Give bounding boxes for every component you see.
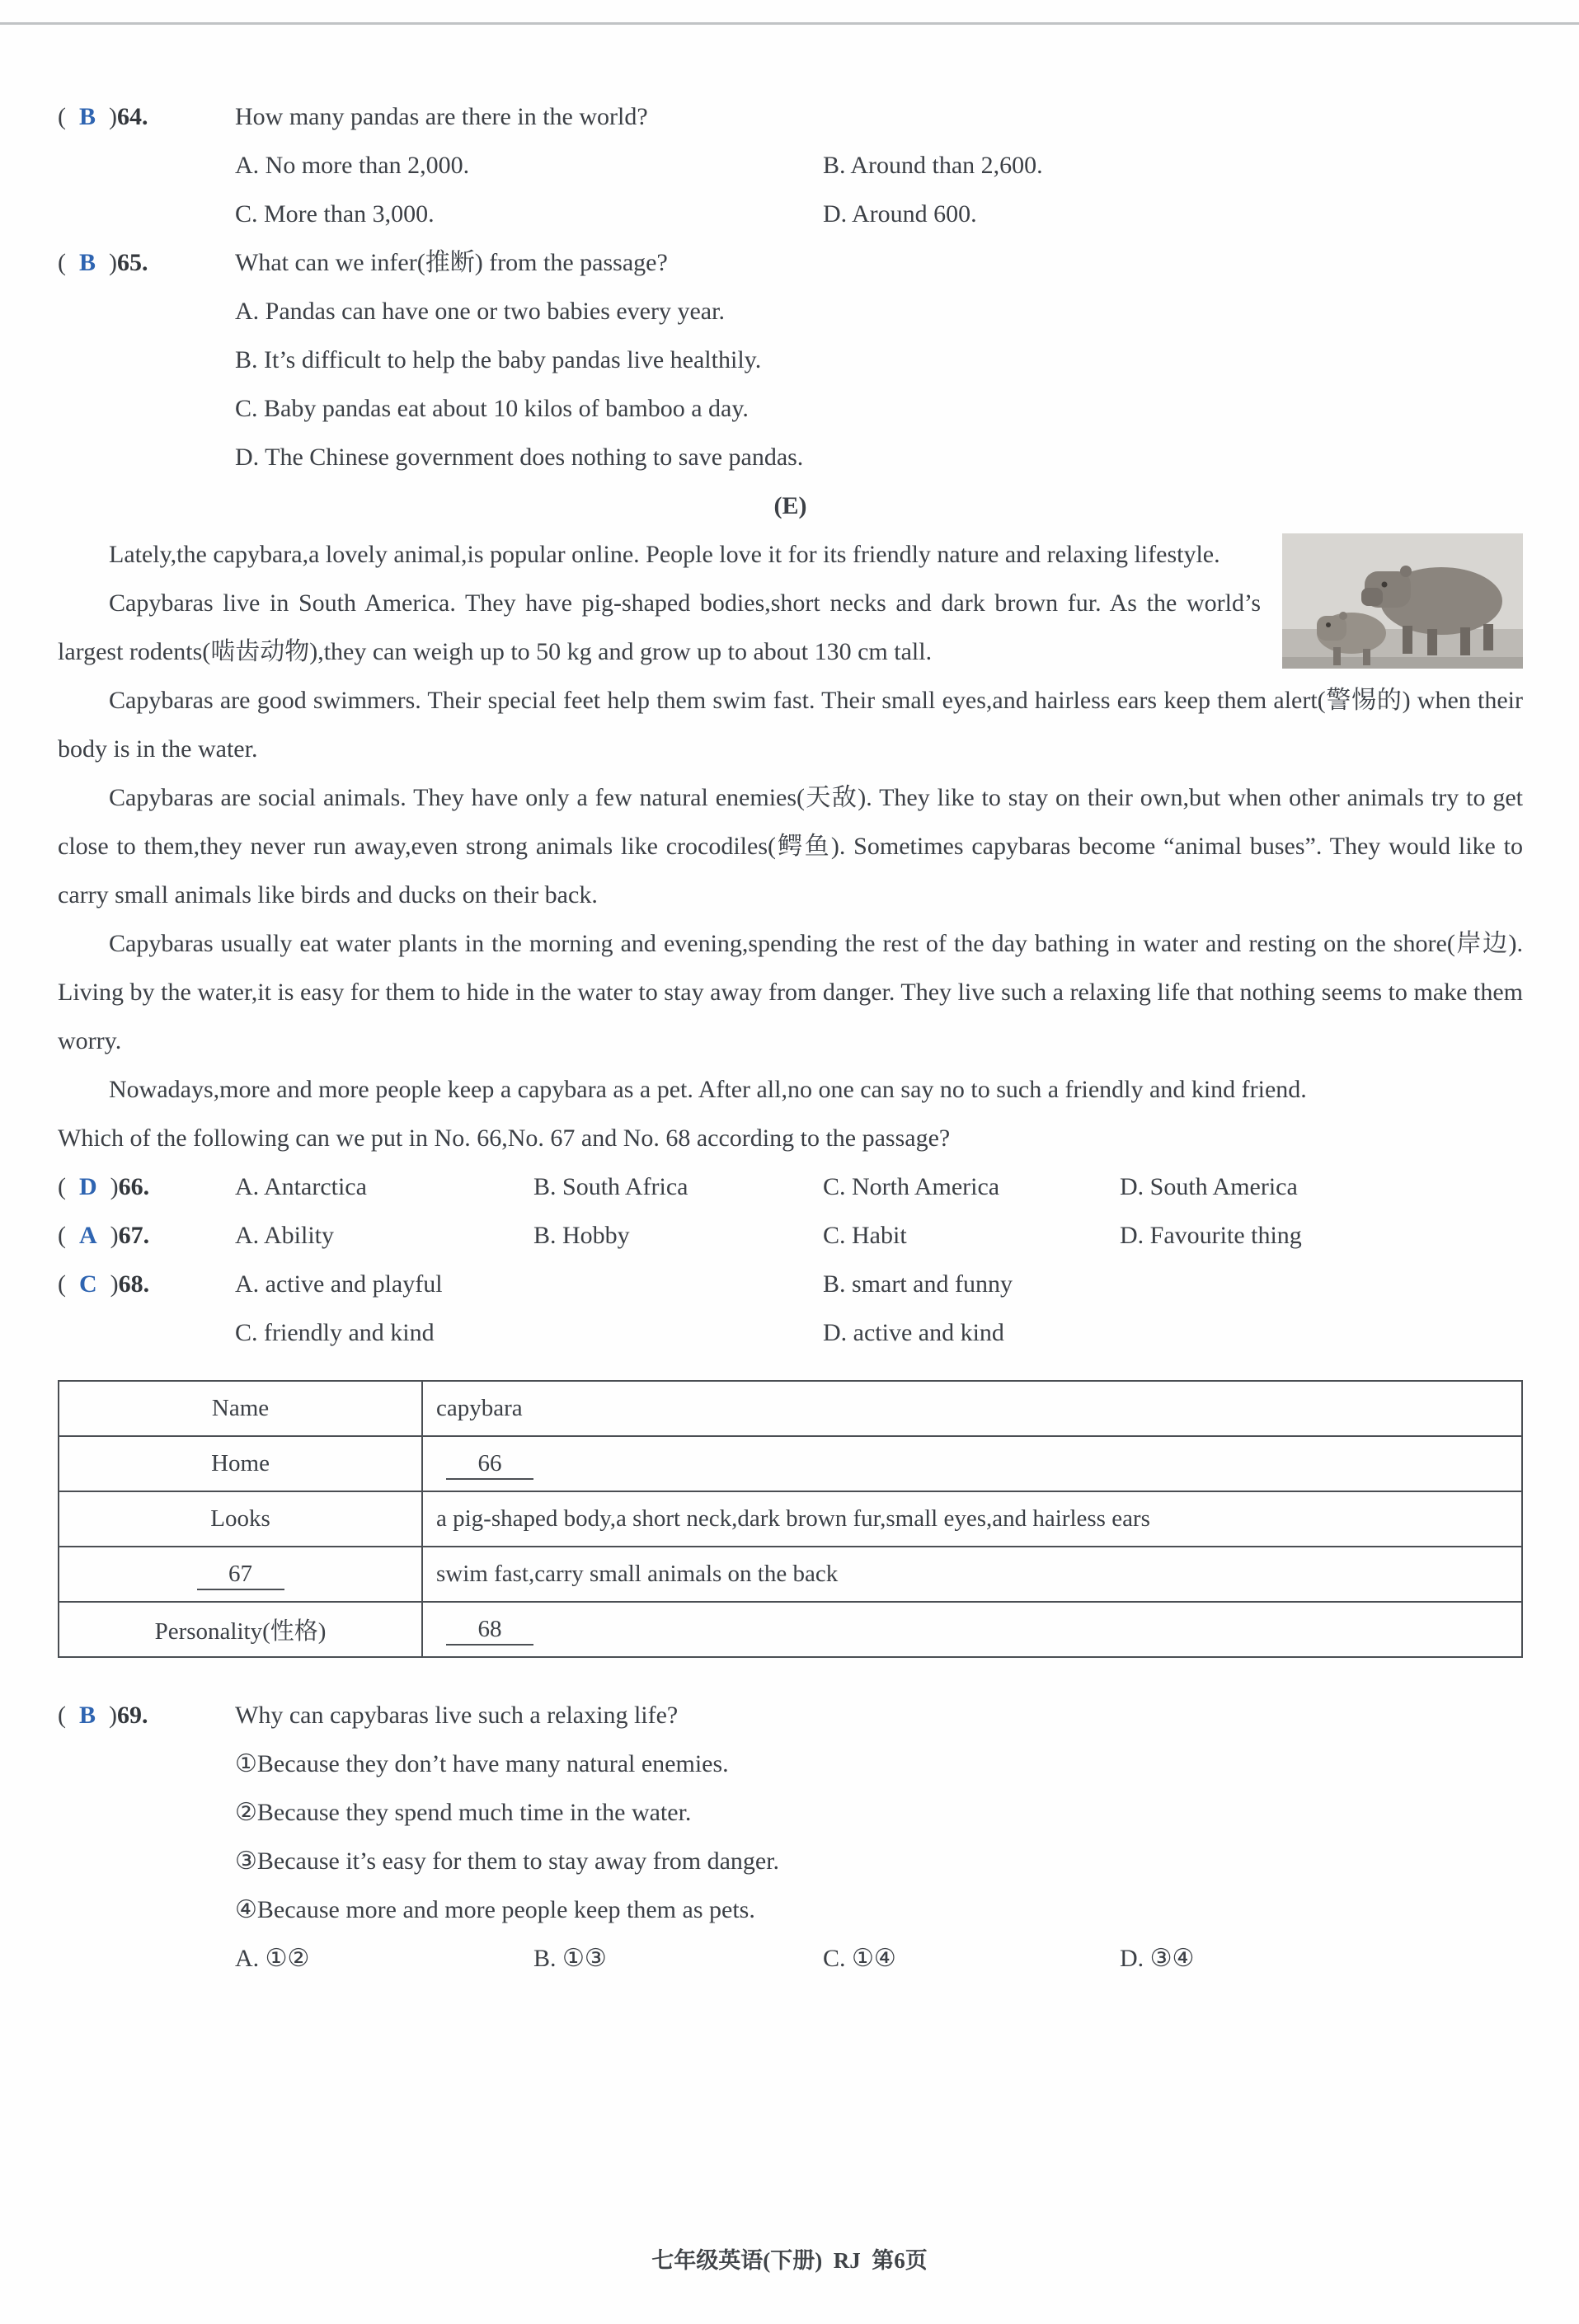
table-label-looks: Looks xyxy=(59,1491,422,1547)
question-69-block xyxy=(58,1691,1523,1983)
option-68-D: D. active and kind xyxy=(823,1319,1004,1346)
question-69 xyxy=(58,1691,1523,1739)
passage-paragraph-5: Capybaras usually eat water plants in the morning and evening,spending the rest of the day bathing in water and resting on the shore(岸边). Living by the water,it is easy for them to hide in the water to stay away from danger. They live such a relaxing life that nothing seems to make them worry. xyxy=(58,930,1523,1054)
question-65-answer-slot: ( B )65. xyxy=(58,249,148,276)
answer-66: D xyxy=(79,1173,97,1200)
question-65-stem: What can we infer(推断) from the passage? xyxy=(235,249,668,276)
question-65 xyxy=(58,238,1523,287)
statement-2: ②Because they spend much time in the water. xyxy=(235,1799,692,1826)
passage-paragraph-1: Lately,the capybara,a lovely animal,is popular online. People love it for its friendly nature and relaxing lifestyle. xyxy=(109,541,1220,568)
option-68-A: A. active and playful xyxy=(235,1270,443,1298)
table-value-looks: a pig-shaped body,a short neck,dark brown fur,small eyes,and hairless ears xyxy=(422,1491,1522,1547)
question-68-number: 68. xyxy=(118,1270,150,1298)
table-value-ability: swim fast,carry small animals on the back xyxy=(422,1547,1522,1602)
question-66-number: 66. xyxy=(118,1173,150,1200)
table-row-home xyxy=(59,1436,1522,1491)
table-row-ability xyxy=(59,1547,1522,1602)
question-64-number: 64. xyxy=(117,103,148,130)
option-65-C: C. Baby pandas eat about 10 kilos of bamboo a day. xyxy=(235,395,749,422)
capybara-photo xyxy=(1282,533,1523,669)
table-value-home xyxy=(422,1436,1522,1491)
option-65-A: A. Pandas can have one or two babies every year. xyxy=(235,298,725,325)
option-65-D: D. The Chinese government does nothing to save pandas. xyxy=(235,444,804,471)
option-66-C: C. North America xyxy=(823,1173,1000,1200)
option-67-A: A. Ability xyxy=(235,1222,335,1249)
question-66 xyxy=(58,1162,1523,1211)
question-64-stem: How many pandas are there in the world? xyxy=(235,103,648,130)
statement-4: ④Because more and more people keep them as pets. xyxy=(235,1896,755,1923)
question-67-answer-slot: ( A )67. xyxy=(58,1222,150,1249)
option-67-B: B. Hobby xyxy=(533,1222,630,1249)
option-67-C: C. Habit xyxy=(823,1222,907,1249)
page-footer: 七年级英语(下册) RJ 第6页 xyxy=(651,2248,928,2273)
passage-paragraph-3: Capybaras are good swimmers. Their special feet help them swim fast. Their small eyes,and hairless ears keep them alert(警惕的) when their body is in the water. xyxy=(58,687,1523,763)
answer-68: C xyxy=(79,1270,97,1298)
question-67-number: 67. xyxy=(118,1222,150,1249)
passage-paragraph-4: Capybaras are social animals. They have only a few natural enemies(天敌). They like to stay on their own,but when other animals try to get close to them,they never run away,even strong animals like crocodiles(鳄鱼). Sometimes capybaras become “animal buses”. They would like to carry small animals like birds and ducks on their back. xyxy=(58,784,1523,908)
answer-67: A xyxy=(79,1222,97,1249)
page-top-rule xyxy=(0,22,1579,25)
answer-69: B xyxy=(79,1702,96,1729)
capybara-photo-graphic xyxy=(1282,533,1523,669)
test-page xyxy=(58,92,1523,1983)
table-row-looks xyxy=(59,1491,1522,1547)
option-68-B: B. smart and funny xyxy=(823,1270,1013,1298)
table-row-personality xyxy=(59,1602,1522,1657)
table-label-ability xyxy=(59,1547,422,1602)
section-label-e: (E) xyxy=(773,492,807,519)
option-66-A: A. Antarctica xyxy=(235,1173,367,1200)
question-64-options-row-2 xyxy=(58,190,1523,238)
option-64-B: B. Around than 2,600. xyxy=(823,152,1043,179)
statement-3: ③Because it’s easy for them to stay away from danger. xyxy=(235,1847,780,1875)
bridge-question: Which of the following can we put in No. 66,No. 67 and No. 68 according to the passage? xyxy=(58,1124,951,1152)
option-65-B: B. It’s difficult to help the baby pandas live healthily. xyxy=(235,346,762,373)
question-66-answer-slot: ( D )66. xyxy=(58,1173,150,1200)
question-67 xyxy=(58,1211,1523,1260)
option-68-C: C. friendly and kind xyxy=(235,1319,435,1346)
question-69-answer-slot: ( B )69. xyxy=(58,1702,148,1729)
table-label-home: Home xyxy=(59,1436,422,1491)
table-value-name: capybara xyxy=(422,1381,1522,1436)
question-64 xyxy=(58,92,1523,141)
summary-table xyxy=(58,1380,1523,1658)
option-66-D: D. South America xyxy=(1120,1173,1298,1200)
question-64-options-row-1 xyxy=(58,141,1523,190)
statement-1: ①Because they don’t have many natural enemies. xyxy=(235,1750,729,1777)
answer-65: B xyxy=(79,249,96,276)
table-label-personality: Personality(性格) xyxy=(59,1602,422,1657)
option-69-B: B. ①③ xyxy=(533,1945,607,1972)
option-69-D: D. ③④ xyxy=(1120,1945,1195,1972)
table-label-name: Name xyxy=(59,1381,422,1436)
option-66-B: B. South Africa xyxy=(533,1173,688,1200)
question-69-options-row xyxy=(58,1934,1523,1983)
blank-68: 68 xyxy=(446,1614,533,1646)
option-64-D: D. Around 600. xyxy=(823,200,977,228)
question-68-options-row-2 xyxy=(58,1308,1523,1357)
question-64-answer-slot: ( B )64. xyxy=(58,103,148,130)
question-69-number: 69. xyxy=(117,1702,148,1729)
option-69-A: A. ①② xyxy=(235,1945,310,1972)
table-value-personality xyxy=(422,1602,1522,1657)
answer-64: B xyxy=(79,103,96,130)
question-65-number: 65. xyxy=(117,249,148,276)
reading-passage xyxy=(58,530,1523,1114)
option-64-C: C. More than 3,000. xyxy=(235,200,435,228)
blank-67: 67 xyxy=(197,1559,284,1590)
option-64-A: A. No more than 2,000. xyxy=(235,152,470,179)
question-68 xyxy=(58,1260,1523,1308)
passage-paragraph-6: Nowadays,more and more people keep a capybara as a pet. After all,no one can say no to such a friendly and kind friend. xyxy=(109,1076,1307,1103)
option-67-D: D. Favourite thing xyxy=(1120,1222,1302,1249)
passage-paragraph-2: Capybaras live in South America. They have pig-shaped bodies,short necks and dark brown fur. As the world’s largest rodents(啮齿动物),they can weigh up to 50 kg and grow up to about 130 cm tall. xyxy=(58,589,1261,665)
table-row-name xyxy=(59,1381,1522,1436)
blank-66: 66 xyxy=(446,1448,533,1480)
option-69-C: C. ①④ xyxy=(823,1945,896,1972)
question-68-answer-slot: ( C )68. xyxy=(58,1270,150,1298)
question-69-stem: Why can capybaras live such a relaxing life? xyxy=(235,1702,679,1729)
